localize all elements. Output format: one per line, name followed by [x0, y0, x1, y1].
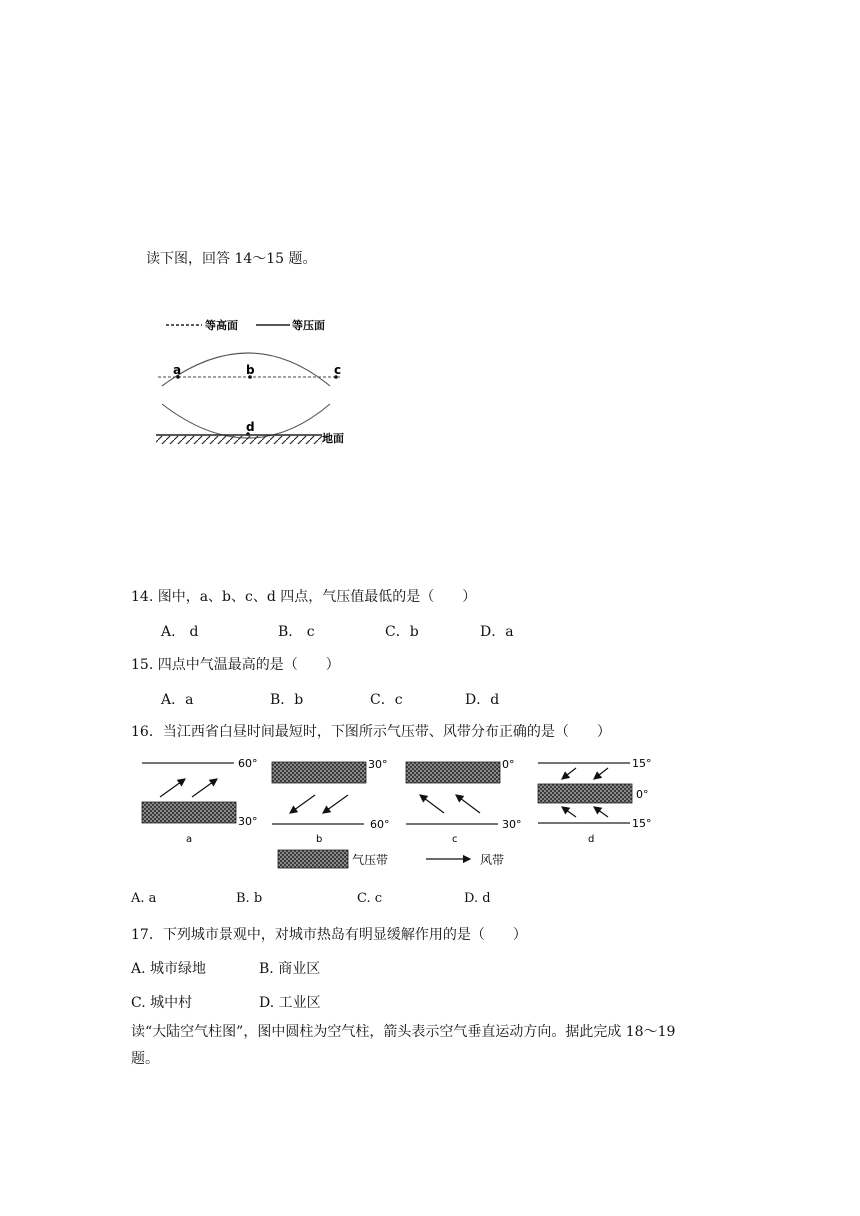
panel-a-wind-arrow: [160, 779, 185, 797]
q14-option-a: A. d: [161, 624, 199, 640]
panel-d-pressure-belt: [538, 784, 632, 803]
panel-b-top-label: 30°: [368, 758, 388, 771]
legend-pressure-label: 气压带: [352, 853, 389, 867]
panel-a-label: a: [186, 834, 193, 845]
panel-d-wind-arrow: [562, 807, 576, 817]
panel-d-wind-arrow: [562, 768, 576, 779]
panel-c-wind-arrow: [456, 795, 480, 813]
q15-option-c: C．c: [370, 692, 403, 708]
panel-a-top-label: 60°: [238, 757, 258, 770]
q14-option-d: D．a: [480, 624, 514, 640]
point-d-label: d: [246, 420, 255, 434]
q17-option-d: D. 工业区: [259, 995, 321, 1011]
legend-solid-label: 等压面: [292, 319, 325, 332]
intro-1819-line1: 读“大陆空气柱图”，图中圆柱为空气柱，箭头表示空气垂直运动方向。据此完成 18～19: [131, 1024, 676, 1040]
q17-option-b: B. 商业区: [259, 961, 321, 977]
legend-wind-label: 风带: [480, 853, 505, 867]
q15-option-d: D．d: [465, 692, 500, 708]
panel-a-wind-arrow: [192, 779, 217, 797]
q16-option-c: C. c: [357, 891, 383, 906]
q14-option-b: B. c: [278, 624, 315, 640]
point-c-label: c: [334, 363, 342, 377]
legend-dashed-label: 等高面: [205, 319, 238, 332]
panel-d-wind-arrow: [594, 768, 608, 779]
q17-option-c: C. 城中村: [131, 995, 193, 1011]
point-b-label: b: [246, 363, 255, 377]
panel-c-bottom-label: 30°: [502, 818, 522, 831]
panel-b-label: b: [316, 834, 323, 845]
q14-stem: 14. 图中，a、b、c、d 四点，气压值最低的是（ ）: [131, 589, 477, 605]
isobar-figure: [150, 312, 370, 452]
legend-pressure-swatch: [278, 850, 348, 868]
q17-stem: 17．下列城市景观中，对城市热岛有明显缓解作用的是（ ）: [131, 927, 527, 943]
panel-c: [406, 758, 522, 845]
q17-option-a: A. 城市绿地: [131, 961, 207, 977]
q15-option-a: A．a: [161, 692, 194, 708]
panel-b-bottom-label: 60°: [370, 818, 390, 831]
ground-label: 地面: [322, 432, 344, 445]
panel-c-label: c: [452, 834, 458, 845]
q14-option-c: C．b: [385, 624, 419, 640]
panel-b-wind-arrow: [323, 795, 348, 813]
panel-d-top-label: 15°: [632, 757, 652, 770]
q16-option-d: D. d: [464, 891, 491, 906]
panel-d: [538, 757, 652, 845]
panel-d-label: d: [588, 834, 595, 845]
panel-b-wind-arrow: [290, 795, 315, 813]
intro-1819-line2: 题。: [131, 1051, 159, 1067]
panel-a: [142, 757, 258, 845]
panel-b: [272, 758, 390, 845]
panel-a-bottom-label: 30°: [238, 815, 258, 828]
panel-d-bottom-label: 15°: [632, 817, 652, 830]
q15-option-b: B．b: [270, 692, 304, 708]
panel-c-wind-arrow: [420, 795, 444, 813]
q15-stem: 15. 四点中气温最高的是（ ）: [131, 657, 340, 673]
panel-a-pressure-belt: [142, 802, 236, 823]
q16-option-a: A. a: [131, 891, 157, 906]
panel-b-pressure-belt: [272, 762, 366, 783]
q16-option-b: B. b: [236, 891, 263, 906]
point-a-label: a: [173, 363, 182, 377]
pressure-wind-belt-figure: [130, 752, 670, 874]
q16-stem: 16．当江西省白昼时间最短时，下图所示气压带、风带分布正确的是（ ）: [131, 724, 611, 740]
panel-d-wind-arrow: [594, 807, 608, 817]
panel-d-middle-label: 0°: [636, 788, 649, 801]
panel-c-pressure-belt: [406, 762, 500, 783]
ground-hatching: [156, 436, 322, 444]
panel-c-top-label: 0°: [502, 758, 515, 771]
intro-text: 读下图，回答 14～15 题。: [146, 251, 317, 267]
